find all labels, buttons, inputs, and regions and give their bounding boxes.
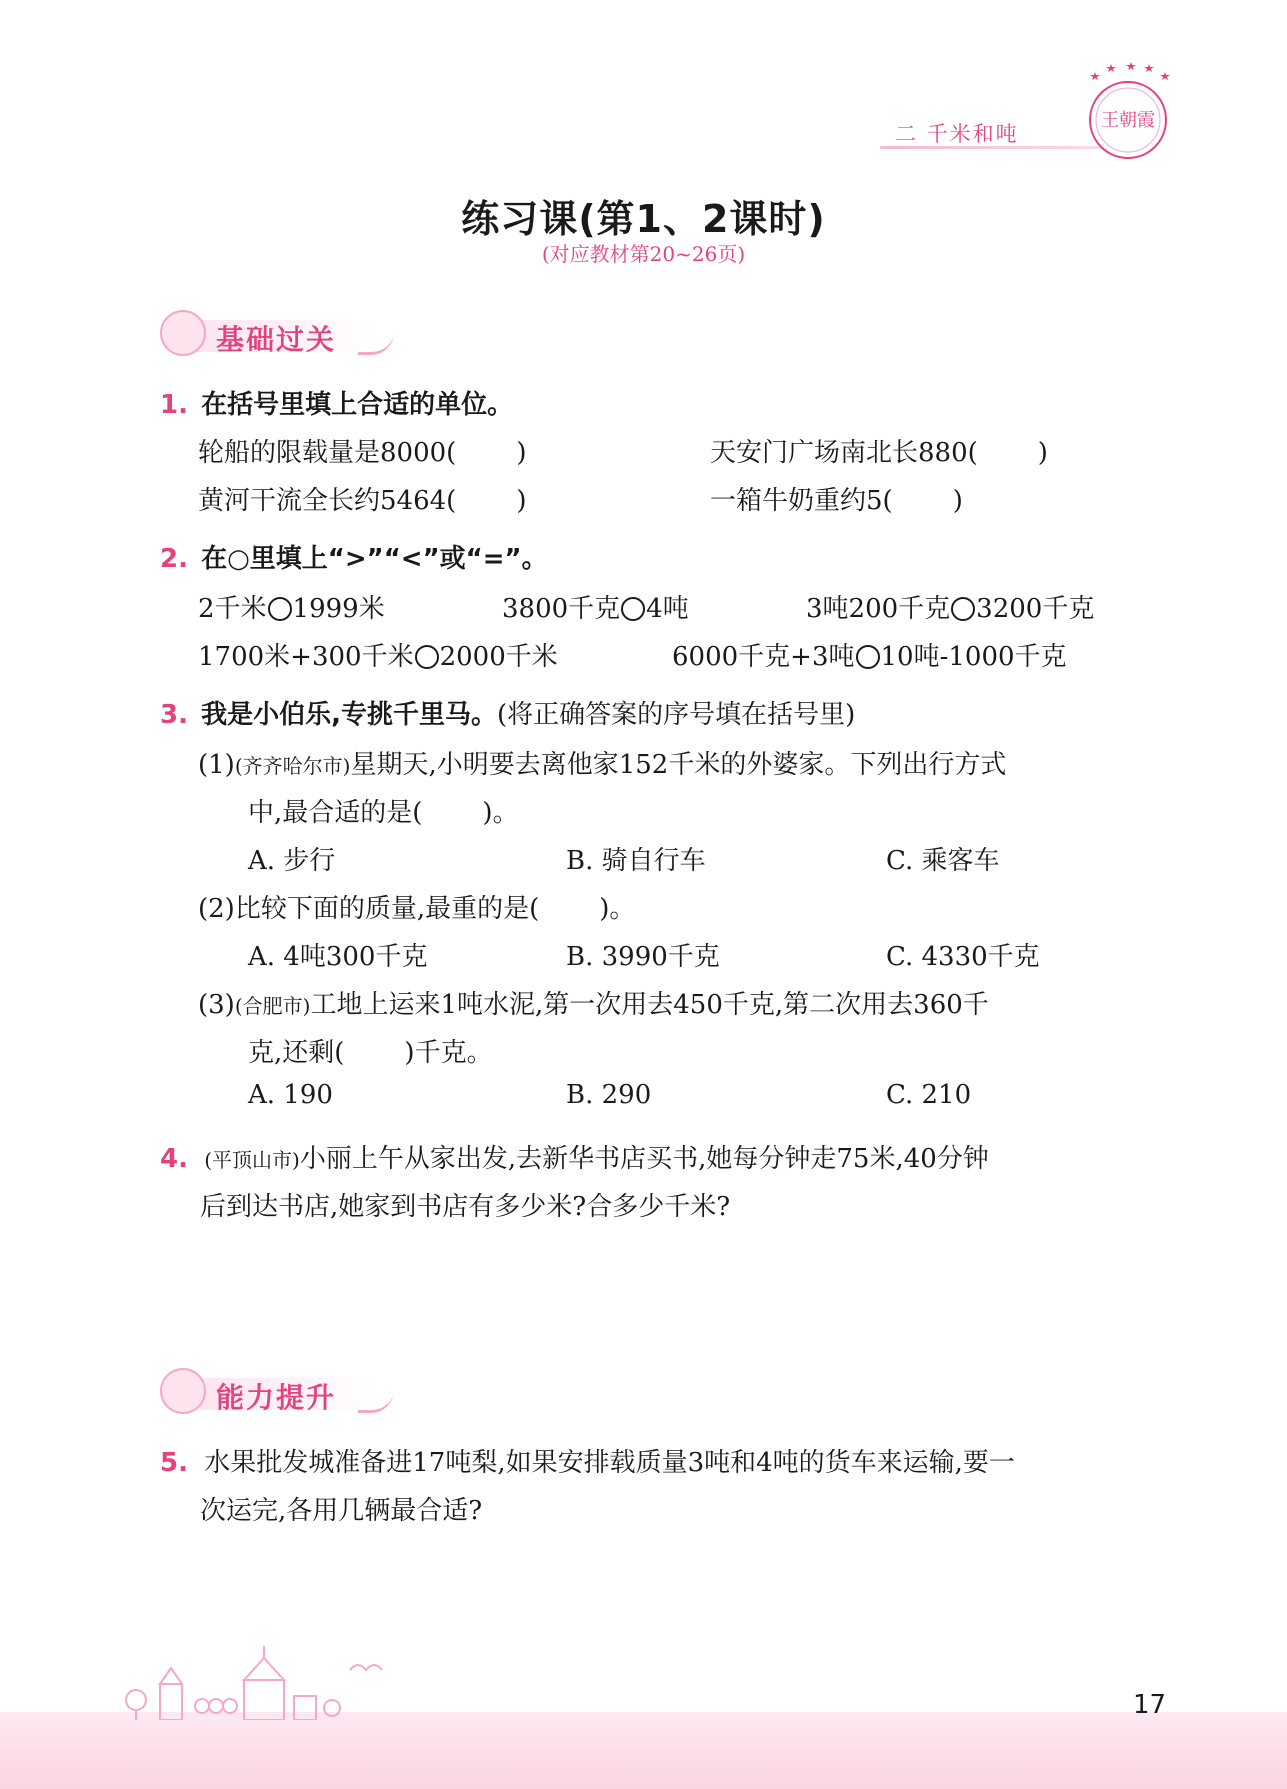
source-tag: (齐齐哈尔市)	[234, 754, 351, 778]
question-number: 3.	[160, 700, 188, 730]
q1-item-3: 黄河干流全长约5464( )	[198, 486, 527, 516]
mascot-icon	[160, 1368, 206, 1414]
q3-sub3-option-b[interactable]: B. 290	[566, 1080, 652, 1110]
page-subtitle: (对应教材第20~26页)	[541, 242, 746, 266]
compare-circle[interactable]	[415, 645, 439, 669]
section-title: 基础过关	[216, 323, 337, 356]
section-advanced	[160, 1368, 390, 1416]
compare-circle[interactable]	[951, 597, 975, 621]
q3-sub2-option-b[interactable]: B. 3990千克	[566, 942, 720, 972]
question-prompt: 在括号里填上合适的单位。	[201, 390, 514, 420]
question-1	[160, 384, 513, 421]
page-number: 17	[1133, 1690, 1167, 1720]
q3-sub1-line2: 中,最合适的是( )。	[248, 798, 519, 828]
q2-item-2: 3800千克 4吨	[502, 594, 689, 624]
question-number: 2.	[160, 544, 188, 574]
q3-sub3-option-a[interactable]: A. 190	[248, 1080, 333, 1110]
town-illustration-icon	[120, 1640, 480, 1720]
logo-text: 王朝霞	[1101, 110, 1155, 131]
q3-sub1-option-c[interactable]: C. 乘客车	[886, 846, 1000, 876]
section-title: 能力提升	[216, 1381, 337, 1414]
question-2	[160, 538, 548, 575]
brand-logo	[1072, 62, 1184, 162]
question-number: 5.	[160, 1448, 188, 1478]
q5-line2: 次运完,各用几辆最合适?	[200, 1496, 483, 1526]
compare-circle[interactable]	[856, 645, 880, 669]
question-prompt: 我是小伯乐,专挑千里马。	[201, 700, 497, 730]
question-4: 4. (平顶山市)小丽上午从家出发,去新华书店买书,她每分钟走75米,40分钟	[160, 1144, 989, 1174]
q2-item-5: 6000千克+3吨 10吨-1000千克	[672, 642, 1067, 672]
q3-sub1-line1: (1)(齐齐哈尔市)星期天,小明要去离他家152千米的外婆家。下列出行方式	[198, 750, 1007, 780]
compare-circle[interactable]	[621, 597, 645, 621]
question-3	[160, 694, 855, 731]
q1-item-1: 轮船的限载量是8000( )	[198, 438, 527, 468]
q1-item-4: 一箱牛奶重约5( )	[710, 486, 963, 516]
q2-item-1: 2千米 1999米	[198, 594, 385, 624]
q3-sub1-option-a[interactable]: A. 步行	[248, 846, 336, 876]
chapter-label: 二 千米和吨	[895, 122, 1019, 146]
question-number: 4.	[160, 1144, 188, 1174]
q3-sub3-option-c[interactable]: C. 210	[886, 1080, 972, 1110]
q4-line2: 后到达书店,她家到书店有多少米?合多少千米?	[200, 1192, 731, 1222]
footer-band	[0, 1712, 1287, 1789]
question-5: 5. 水果批发城准备进17吨梨,如果安排载质量3吨和4吨的货车来运输,要一	[160, 1448, 1015, 1478]
question-note: (将正确答案的序号填在括号里)	[496, 700, 856, 730]
q3-sub3-line1: (3)(合肥市)工地上运来1吨水泥,第一次用去450千克,第二次用去360千	[198, 990, 989, 1020]
q3-sub2-line1: (2)比较下面的质量,最重的是( )。	[198, 894, 636, 924]
q3-sub3-line2: 克,还剩( )千克。	[248, 1038, 493, 1068]
q2-item-3: 3吨200千克 3200千克	[806, 594, 1095, 624]
section-basic	[160, 310, 390, 358]
q1-item-2: 天安门广场南北长880( )	[710, 438, 1048, 468]
q3-sub1-option-b[interactable]: B. 骑自行车	[566, 846, 706, 876]
page-title: 练习课(第1、2课时)	[461, 197, 826, 241]
q3-sub2-option-a[interactable]: A. 4吨300千克	[248, 942, 428, 972]
question-prompt: 在○里填上“>”“<”或“=”。	[201, 544, 548, 574]
q3-sub2-option-c[interactable]: C. 4330千克	[886, 942, 1040, 972]
question-number: 1.	[160, 390, 188, 420]
q2-item-4: 1700米+300千米 2000千米	[198, 642, 558, 672]
compare-circle[interactable]	[268, 597, 292, 621]
mascot-icon	[160, 310, 206, 356]
source-tag: (合肥市)	[234, 994, 311, 1018]
source-tag: (平顶山市)	[204, 1148, 300, 1172]
